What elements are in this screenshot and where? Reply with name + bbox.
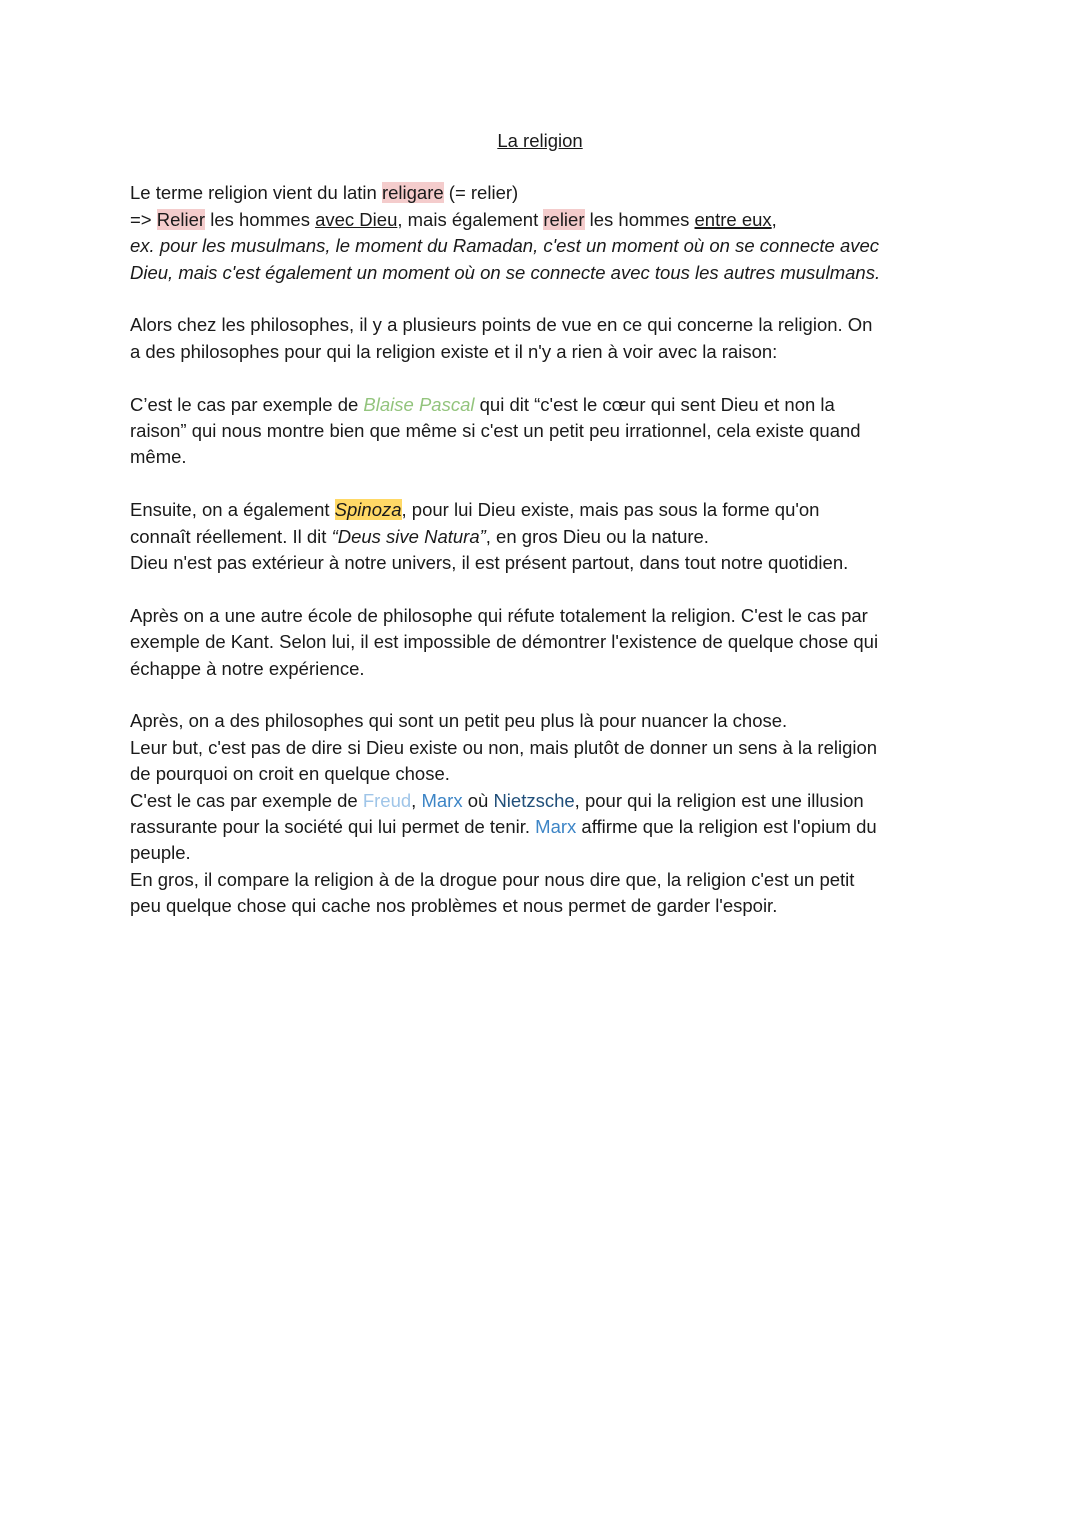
example-line: ex. pour les musulmans, le moment du Ramadan, c'est un moment où on se connecte avec — [130, 235, 880, 257]
underline-avec-dieu: avec Dieu — [315, 208, 398, 230]
highlight-relier: Relier — [156, 208, 206, 230]
paragraph-philosophers — [130, 312, 950, 365]
paragraph-kant — [130, 603, 950, 682]
text-line: rassurante pour la société qui lui permet de tenir. Marx affirme que la religion est l'opium du — [130, 816, 877, 838]
text-line: C’est le cas par exemple de Blaise Pascal qui dit “c'est le cœur qui sent Dieu et non la — [130, 393, 835, 415]
name-nietzsche: Nietzsche — [493, 789, 575, 811]
name-freud: Freud — [362, 789, 412, 811]
text-line: C'est le cas par exemple de Freud, Marx où Nietzsche, pour qui la religion est une illusion — [130, 789, 864, 811]
text-line: Dieu n'est pas extérieur à notre univers, il est présent partout, dans tout notre quotidien. — [130, 552, 849, 574]
text-line: Après on a une autre école de philosophe qui réfute totalement la religion. C'est le cas par — [130, 604, 868, 626]
name-blaise-pascal: Blaise Pascal — [363, 393, 475, 415]
text-line: exemple de Kant. Selon lui, il est impossible de démontrer l'existence de quelque chose qui — [130, 631, 879, 653]
text-line: échappe à notre expérience. — [130, 657, 365, 679]
text-line: raison” qui nous montre bien que même si c'est un petit peu irrationnel, cela existe quand — [130, 420, 861, 442]
text-line: même. — [130, 446, 187, 468]
text-line: peuple. — [130, 842, 191, 864]
paragraph-pascal — [130, 392, 950, 471]
paragraph-etymology — [130, 180, 950, 286]
highlight-religare: religare — [381, 182, 444, 204]
paragraph-spinoza — [130, 497, 950, 576]
quote-deus-sive-natura: “Deus sive Natura” — [331, 525, 486, 547]
text-line: => Relier les hommes avec Dieu, mais également relier les hommes entre eux, — [130, 208, 777, 230]
text-line: a des philosophes pour qui la religion existe et il n'y a rien à voir avec la raison: — [130, 340, 778, 362]
text-line: peu quelque chose qui cache nos problèmes et nous permet de garder l'espoir. — [130, 895, 778, 917]
text-line: Après, on a des philosophes qui sont un petit peu plus là pour nuancer la chose. — [130, 710, 788, 732]
name-marx-2: Marx — [535, 816, 577, 838]
paragraph-freud-marx-nietzsche — [130, 708, 950, 919]
text-line: Leur but, c'est pas de dire si Dieu existe ou non, mais plutôt de donner un sens à la religion — [130, 736, 878, 758]
name-spinoza: Spinoza — [334, 499, 402, 521]
text-line: de pourquoi on croit en quelque chose. — [130, 763, 450, 785]
name-marx: Marx — [421, 789, 463, 811]
example-line: Dieu, mais c'est également un moment où on se connecte avec tous les autres musulmans. — [130, 261, 881, 283]
highlight-relier-2: relier — [543, 208, 585, 230]
underline-entre-eux: entre eux — [694, 208, 772, 230]
page-title: La religion — [497, 130, 583, 151]
text-line: Ensuite, on a également Spinoza, pour lui Dieu existe, mais pas sous la forme qu'on — [130, 499, 820, 521]
text-line: Le terme religion vient du latin religare (= relier) — [130, 182, 519, 204]
text-line: connaît réellement. Il dit “Deus sive Natura”, en gros Dieu ou la nature. — [130, 525, 709, 547]
document-page — [130, 128, 950, 920]
text-line: Alors chez les philosophes, il y a plusieurs points de vue en ce qui concerne la religion. On — [130, 314, 873, 336]
text-line: En gros, il compare la religion à de la drogue pour nous dire que, la religion c'est un petit — [130, 868, 855, 890]
